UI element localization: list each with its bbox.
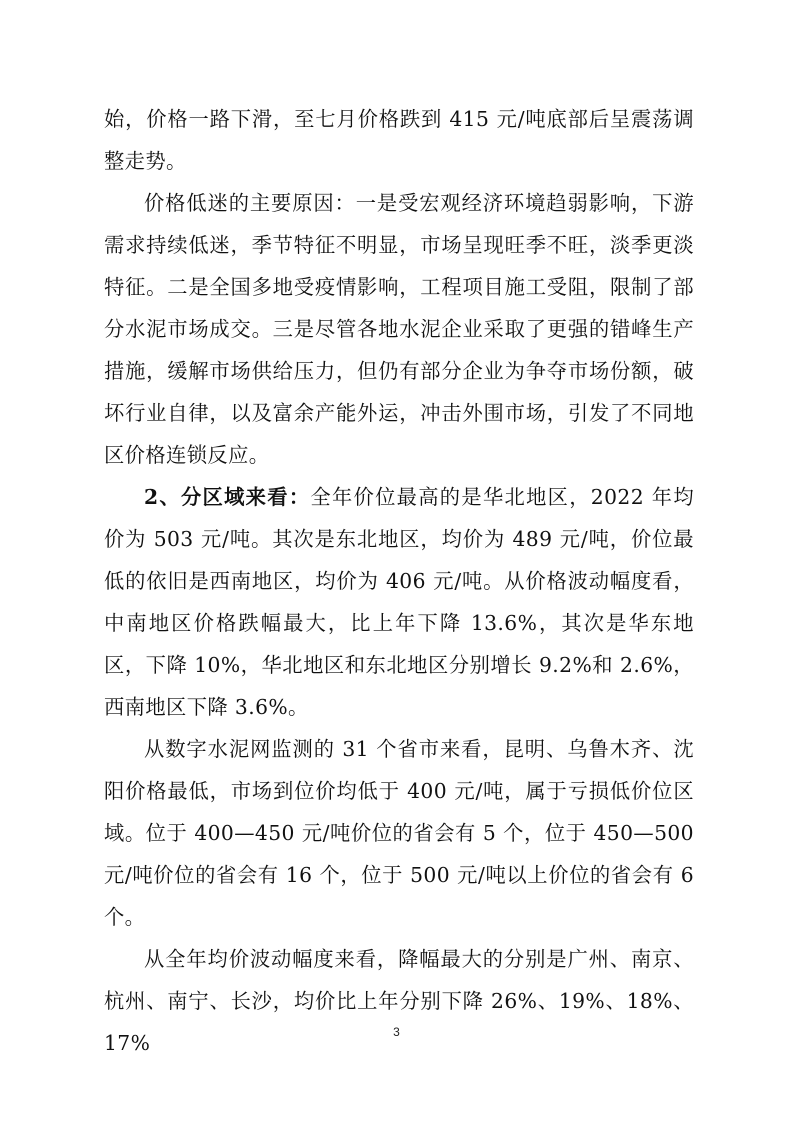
paragraph-provincial-prices <box>104 728 694 938</box>
paragraph-price-trend <box>104 98 694 182</box>
paragraph-text: 从全年均价波动幅度来看，降幅最大的分别是广州、南京、杭州、南宁、长沙，均价比上年分别下降 26%、19%、18%、17% <box>104 947 694 1055</box>
paragraph-text: 价格低迷的主要原因：一是受宏观经济环境趋弱影响，下游需求持续低迷，季节特征不明显，市场呈现旺季不旺，淡季更淡特征。二是全国多地受疫情影响，工程项目施工受阻，限制了部分水泥市场成交。三是尽管各地水泥企业采取了更强的错峰生产措施，缓解市场供给压力，但仍有部分企业为争夺市场份额，破坏行业自律，以及富余产能外运，冲击外围市场，引发了不同地区价格连锁反应。 <box>104 191 694 467</box>
paragraph-text: 始，价格一路下滑，至七月价格跌到 415 元/吨底部后呈震荡调整走势。 <box>104 107 694 173</box>
paragraph-text: 从数字水泥网监测的 31 个省市来看，昆明、乌鲁木齐、沈阳价格最低，市场到位价均低于 400 元/吨，属于亏损低价位区域。位于 400—450 元/吨价位的省会有 5 个，位于 450—500 元/吨价位的省会有 16 个，位于 500 元/吨以上价位的省会有 6 个。 <box>104 737 694 929</box>
page-number: 3 <box>393 1025 400 1039</box>
paragraph-annual-fluctuation <box>104 938 694 1064</box>
body-text <box>104 98 694 1064</box>
paragraph-low-price-reasons <box>104 182 694 476</box>
section-heading: 2、分区域来看： <box>144 485 311 509</box>
paragraph-regional-analysis <box>104 476 694 728</box>
paragraph-text: 全年价位最高的是华北地区，2022 年均价为 503 元/吨。其次是东北地区，均价为 489 元/吨，价位最低的依旧是西南地区，均价为 406 元/吨。从价格波动幅度看，中南地区价格跌幅最大，比上年下降 13.6%，其次是华东地区，下降 10%，华北地区和东北地区分别增长 9.2%和 2.6%，西南地区下降 3.6%。 <box>104 485 695 719</box>
